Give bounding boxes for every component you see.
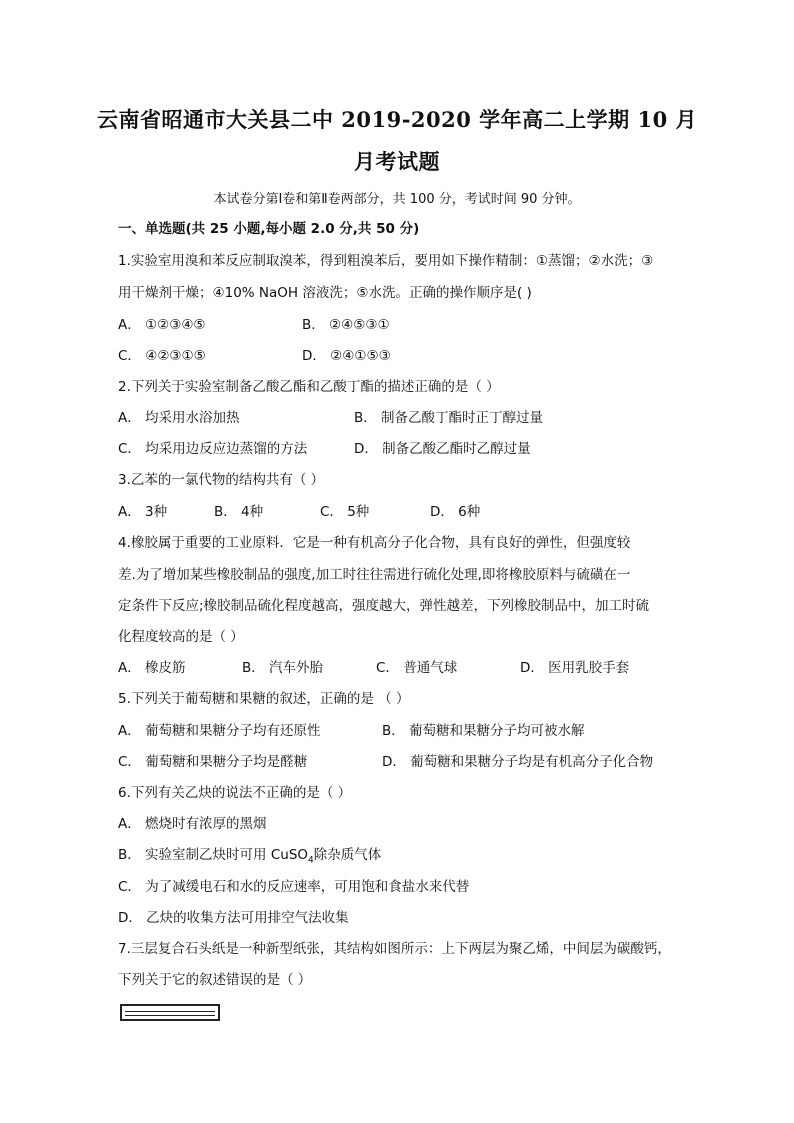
q6-option-c: C． 为了减缓电石和水的反应速率，可用饱和食盐水来代替	[118, 879, 470, 895]
q4-stem-line2: 差.为了增加某些橡胶制品的强度,加工时往往需进行硫化处理,即将橡胶原料与硫磺在一	[118, 567, 631, 583]
q5-stem: 5.下列关于葡萄糖和果糖的叙述，正确的是 （ ）	[118, 691, 410, 707]
q3-option-b: B． 4种	[214, 504, 264, 520]
q1-stem-line2: 用干燥剂干燥；④10% NaOH 溶液洗；⑤水洗。正确的操作顺序是( )	[118, 285, 532, 301]
q4-option-a: A． 橡皮筋	[118, 660, 186, 676]
q4-option-d: D． 医用乳胶手套	[520, 660, 630, 676]
exam-note: 本试卷分第Ⅰ卷和第Ⅱ卷两部分，共 100 分，考试时间 90 分钟。	[213, 192, 581, 207]
q3-option-a: A． 3种	[118, 504, 168, 520]
q2-option-d: D． 制备乙酸乙酯时乙醇过量	[354, 441, 531, 457]
q6-option-b-subscript: 4	[308, 855, 314, 866]
q1-stem-line1: 1.实验室用溴和苯反应制取溴苯，得到粗溴苯后，要用如下操作精制：①蒸馏；②水洗；③	[118, 253, 654, 269]
q3-option-d: D． 6种	[430, 504, 481, 520]
q1-option-d: D． ②④①⑤③	[302, 348, 391, 364]
middle-layer	[125, 1011, 215, 1016]
q6-option-d: D． 乙炔的收集方法可用排空气法收集	[118, 910, 349, 926]
q4-stem-line3: 定条件下反应;橡胶制品硫化程度越高，强度越大，弹性越差，下列橡胶制品中，加工时硫	[118, 598, 650, 614]
q5-option-b: B． 葡萄糖和果糖分子均可被水解	[382, 723, 585, 739]
q6-option-a: A． 燃烧时有浓厚的黑烟	[118, 816, 267, 832]
q2-stem: 2.下列关于实验室制备乙酸乙酯和乙酸丁酯的描述正确的是（ ）	[118, 379, 500, 395]
q1-option-b: B． ②④⑤③①	[302, 317, 390, 333]
q5-option-d: D． 葡萄糖和果糖分子均是有机高分子化合物	[382, 754, 654, 770]
q6-stem: 6.下列有关乙炔的说法不正确的是（ ）	[118, 785, 352, 801]
q5-option-a: A． 葡萄糖和果糖分子均有还原性	[118, 723, 321, 739]
q4-option-c: C． 普通气球	[376, 660, 458, 676]
q3-option-c: C． 5种	[320, 504, 370, 520]
q4-stem-line1: 4.橡胶属于重要的工业原料．它是一种有机高分子化合物，具有良好的弹性，但强度较	[118, 535, 631, 551]
q4-stem-line4: 化程度较高的是（ ）	[118, 629, 244, 645]
q2-option-a: A． 均采用水浴加热	[118, 410, 240, 426]
stone-paper-layer-figure	[120, 1004, 220, 1021]
q6-option-b	[118, 843, 381, 866]
q1-option-c: C． ④②③①⑤	[118, 348, 206, 364]
q7-stem-line2: 下列关于它的叙述错误的是（ ）	[118, 972, 312, 988]
q7-stem-line1: 7.三层复合石头纸是一种新型纸张，其结构如图所示：上下两层为聚乙烯，中间层为碳酸钙，	[118, 941, 671, 957]
section-heading: 一、单选题(共 25 小题,每小题 2.0 分,共 50 分)	[118, 221, 420, 237]
q6-option-b-text: B． 实验室制乙炔时可用 CuSO	[118, 847, 309, 863]
q3-stem: 3.乙苯的一氯代物的结构共有（ ）	[118, 472, 325, 488]
exam-title-line1: 云南省昭通市大关县二中 2019-2020 学年高二上学期 10 月	[96, 107, 698, 132]
q4-option-b: B． 汽车外胎	[242, 660, 324, 676]
q6-option-b-text-end: 除杂质气体	[313, 847, 382, 863]
q1-option-a: A． ①②③④⑤	[118, 317, 206, 333]
q2-option-b: B． 制备乙酸丁酯时正丁醇过量	[354, 410, 544, 426]
q2-option-c: C． 均采用边反应边蒸馏的方法	[118, 441, 308, 457]
exam-title-line2: 月考试题	[354, 149, 440, 174]
q5-option-c: C． 葡萄糖和果糖分子均是醛糖	[118, 754, 308, 770]
